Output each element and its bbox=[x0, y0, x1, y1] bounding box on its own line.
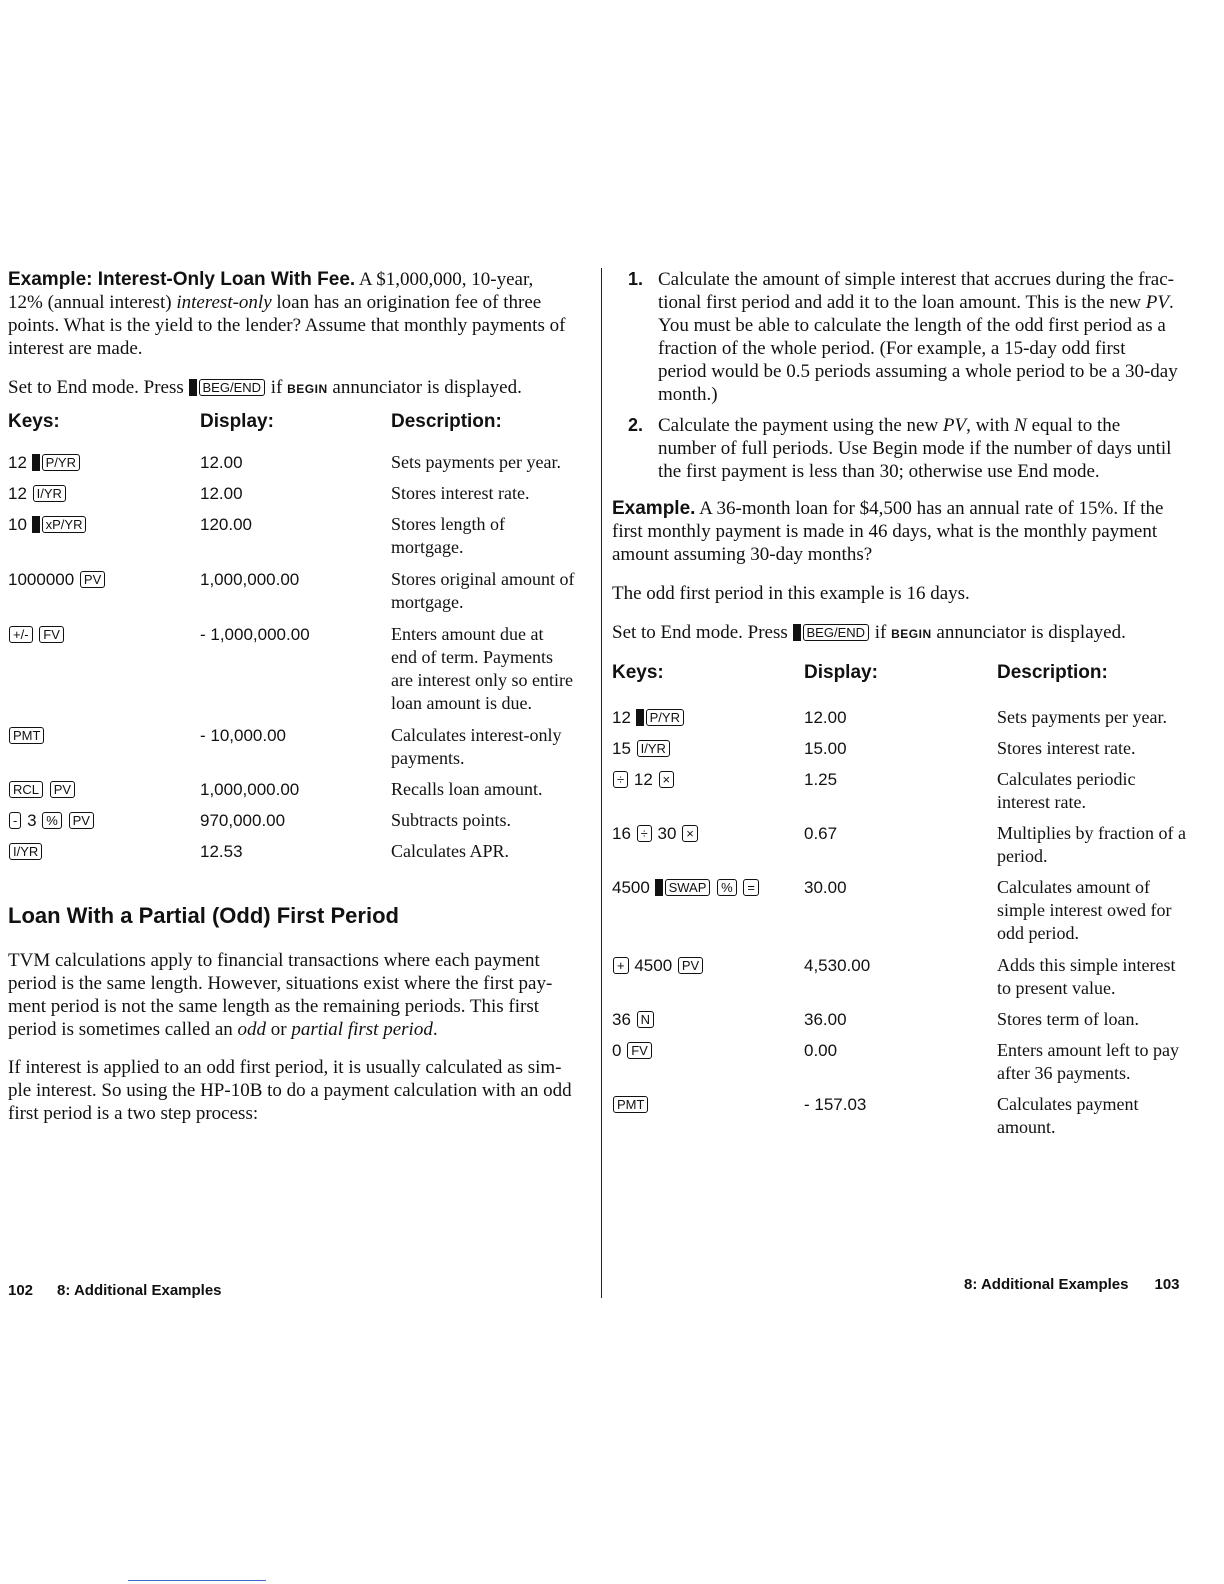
example-heading: Example: Interest-Only Loan With Fee. bbox=[8, 269, 356, 290]
shift-key-icon bbox=[32, 516, 40, 533]
display-value: - 1,000,000.00 bbox=[200, 625, 310, 644]
shift-key-icon bbox=[189, 379, 197, 396]
key: PV bbox=[69, 812, 94, 829]
display-value: 1,000,000.00 bbox=[200, 780, 300, 799]
table-row: 0 FV 0.00 Enters amount left to pay after 36 payments. bbox=[612, 1040, 1179, 1083]
left-page bbox=[8, 268, 592, 1125]
display-value: 0.00 bbox=[804, 1041, 838, 1060]
display-value: 15.00 bbox=[804, 739, 847, 758]
table-row: 12 P/YR 12.00 Sets payments per year. bbox=[612, 707, 1167, 727]
left-footer bbox=[8, 1282, 222, 1299]
key: - bbox=[9, 812, 21, 829]
shift-key-icon bbox=[655, 879, 663, 896]
odd-period-paragraph: TVM calculations apply to financial transactions where each payment period is the same length. However, situations exist where the first pay- ment period is not the same length as the remaining periods. This first period is sometimes called an odd or partial first period. bbox=[8, 950, 553, 1040]
key: P/YR bbox=[646, 709, 684, 726]
description: Subtracts points. bbox=[391, 810, 511, 830]
page-number: 102 bbox=[8, 1282, 34, 1299]
table-row: 36 N 36.00 Stores term of loan. bbox=[612, 1009, 1139, 1029]
key: xP/YR bbox=[42, 516, 87, 533]
description: Stores length of mortgage. bbox=[391, 514, 505, 557]
keys-header: Keys: bbox=[612, 662, 664, 683]
begin-annunciator: BEGIN bbox=[287, 382, 328, 396]
steps-list bbox=[612, 268, 1210, 483]
description: Calculates payment amount. bbox=[997, 1094, 1139, 1137]
description-header: Description: bbox=[997, 662, 1108, 683]
description: Adds this simple interest to present value. bbox=[997, 955, 1176, 998]
interest-only-example: Example: Interest-Only Loan With Fee. A $1,000,000, 10-year, 12% (annual interest) interest-only loan has an origination fee of three points. What is the yield to the lender? Assume that monthly payments of interest are made. bbox=[8, 269, 566, 359]
display-value: 12.00 bbox=[804, 708, 847, 727]
list-item: 1. Calculate the amount of simple interest that accrues during the frac- tional first period and add it to the loan amount. This is the new PV. You must be able to calculate the length of the odd first period as a fraction of the whole period. (For example, a 15-day odd first period would be 0.5 periods assuming a whole period to be a 30-day month.) bbox=[628, 269, 1178, 405]
set-mode-instruction: Set to End mode. Press BEG/END if BEGIN annunciator is displayed. bbox=[8, 377, 522, 398]
key: SWAP bbox=[665, 879, 711, 896]
table-row: 12 P/YR 12.00 Sets payments per year. bbox=[8, 452, 561, 472]
key: FV bbox=[627, 1042, 652, 1059]
display-value: 30.00 bbox=[804, 878, 847, 897]
table-row: 16 ÷ 30 × 0.67 Multiplies by fraction of a period. bbox=[612, 823, 1186, 866]
key: PMT bbox=[613, 1096, 648, 1113]
set-mode-instruction: Set to End mode. Press BEG/END if BEGIN annunciator is displayed. bbox=[612, 622, 1126, 643]
description: Calculates interest-only payments. bbox=[391, 725, 562, 768]
display-value: 970,000.00 bbox=[200, 811, 286, 830]
table-row: 10 xP/YR 120.00 Stores length of mortgage. bbox=[8, 514, 505, 557]
description: Sets payments per year. bbox=[391, 452, 561, 472]
display-value: 120.00 bbox=[200, 515, 252, 534]
key: × bbox=[682, 825, 698, 842]
key: % bbox=[42, 812, 62, 829]
table-row: + 4500 PV 4,530.00 Adds this simple interest to present value. bbox=[612, 954, 1210, 1008]
table-header bbox=[8, 411, 592, 441]
table-row: 1000000 PV 1,000,000.00 Stores original amount of mortgage. bbox=[8, 569, 575, 612]
description: Enters amount due at end of term. Payments are interest only so entire loan amount is due. bbox=[391, 624, 573, 713]
display-value: 36.00 bbox=[804, 1010, 847, 1029]
key: I/YR bbox=[637, 740, 670, 757]
list-item: 2. Calculate the payment using the new PV, with N equal to the number of full periods. Use Begin mode if the number of days until the first payment is less than 30; otherwise use End mode. bbox=[628, 415, 1172, 482]
key: PV bbox=[678, 957, 703, 974]
table-row bbox=[8, 778, 592, 809]
table-row: ÷ 12 × 1.25 Calculates periodic interest rate. bbox=[612, 768, 1210, 822]
key: +/- bbox=[9, 626, 33, 643]
description: Multiplies by fraction of a period. bbox=[997, 823, 1186, 866]
key: RCL bbox=[9, 781, 43, 798]
key: PV bbox=[50, 781, 75, 798]
display-value: 12.00 bbox=[200, 484, 243, 503]
display-value: 12.00 bbox=[200, 453, 243, 472]
beg-end-key: BEG/END bbox=[803, 624, 870, 641]
description: Recalls loan amount. bbox=[391, 779, 543, 799]
odd-period-note: The odd first period in this example is 16 days. bbox=[612, 583, 970, 604]
right-footer bbox=[964, 1276, 1180, 1293]
description-header: Description: bbox=[391, 411, 502, 432]
table-row bbox=[8, 724, 592, 778]
shift-key-icon bbox=[793, 624, 801, 641]
shift-key-icon bbox=[636, 709, 644, 726]
table-row bbox=[612, 1093, 1210, 1147]
right-page bbox=[612, 268, 1210, 1147]
key: I/YR bbox=[33, 485, 66, 502]
table-row: - 3 % PV 970,000.00 Subtracts points. bbox=[8, 809, 592, 840]
key: = bbox=[743, 879, 759, 896]
key: ÷ bbox=[637, 825, 652, 842]
description: Sets payments per year. bbox=[997, 707, 1167, 727]
keystroke-table bbox=[612, 706, 1210, 1147]
table-row bbox=[8, 623, 592, 724]
table-row: 4500 SWAP % = 30.00 Calculates amount of simple interest owed for odd period. bbox=[612, 877, 1172, 943]
key: PV bbox=[80, 571, 105, 588]
key: PMT bbox=[9, 727, 44, 744]
key: P/YR bbox=[42, 454, 80, 471]
chapter-title: 8: Additional Examples bbox=[964, 1276, 1129, 1293]
display-value: 0.67 bbox=[804, 824, 838, 843]
shift-key-icon bbox=[32, 454, 40, 471]
chapter-title: 8: Additional Examples bbox=[57, 1282, 222, 1299]
display-header: Display: bbox=[200, 411, 274, 432]
display-value: 12.53 bbox=[200, 842, 243, 861]
description: Stores interest rate. bbox=[997, 738, 1136, 758]
description: Calculates periodic interest rate. bbox=[997, 769, 1136, 812]
description: Stores original amount of mortgage. bbox=[391, 569, 575, 612]
keystroke-table bbox=[8, 451, 592, 871]
key: I/YR bbox=[9, 843, 42, 860]
loan-example: Example. A 36-month loan for $4,500 has an annual rate of 15%. If the first monthly payment is made in 46 days, what is the monthly payment amount assuming 30-day months? bbox=[612, 498, 1164, 565]
key: N bbox=[637, 1011, 654, 1028]
display-value: - 157.03 bbox=[804, 1095, 867, 1114]
page-number: 103 bbox=[1154, 1276, 1180, 1293]
key: ÷ bbox=[613, 771, 628, 788]
page-gutter-divider bbox=[601, 268, 602, 1298]
key: % bbox=[717, 879, 737, 896]
keys-header: Keys: bbox=[8, 411, 60, 432]
example-heading: Example. bbox=[612, 498, 696, 519]
description: Stores term of loan. bbox=[997, 1009, 1139, 1029]
display-value: 1,000,000.00 bbox=[200, 570, 300, 589]
section-title: Loan With a Partial (Odd) First Period bbox=[8, 903, 399, 928]
scan-rule bbox=[128, 1580, 266, 1581]
description: Calculates APR. bbox=[391, 841, 509, 861]
display-header: Display: bbox=[804, 662, 878, 683]
display-value: - 10,000.00 bbox=[200, 726, 287, 745]
simple-interest-paragraph: If interest is applied to an odd first period, it is usually calculated as sim- ple interest. So using the HP-10B to do a payment calculation with an odd first period is a two step process: bbox=[8, 1057, 572, 1124]
key: + bbox=[613, 957, 629, 974]
description: Stores interest rate. bbox=[391, 483, 530, 503]
table-row: 15 I/YR 15.00 Stores interest rate. bbox=[612, 738, 1136, 758]
description: Enters amount left to pay after 36 payments. bbox=[997, 1040, 1179, 1083]
table-row: 12 I/YR 12.00 Stores interest rate. bbox=[8, 483, 530, 503]
begin-annunciator: BEGIN bbox=[891, 627, 932, 641]
table-header bbox=[612, 662, 1210, 692]
description: Calculates amount of simple interest owed for odd period. bbox=[997, 877, 1172, 943]
beg-end-key: BEG/END bbox=[199, 379, 266, 396]
key: × bbox=[659, 771, 675, 788]
key: FV bbox=[39, 626, 64, 643]
table-row bbox=[8, 840, 592, 871]
display-value: 1.25 bbox=[804, 770, 838, 789]
display-value: 4,530.00 bbox=[804, 956, 871, 975]
